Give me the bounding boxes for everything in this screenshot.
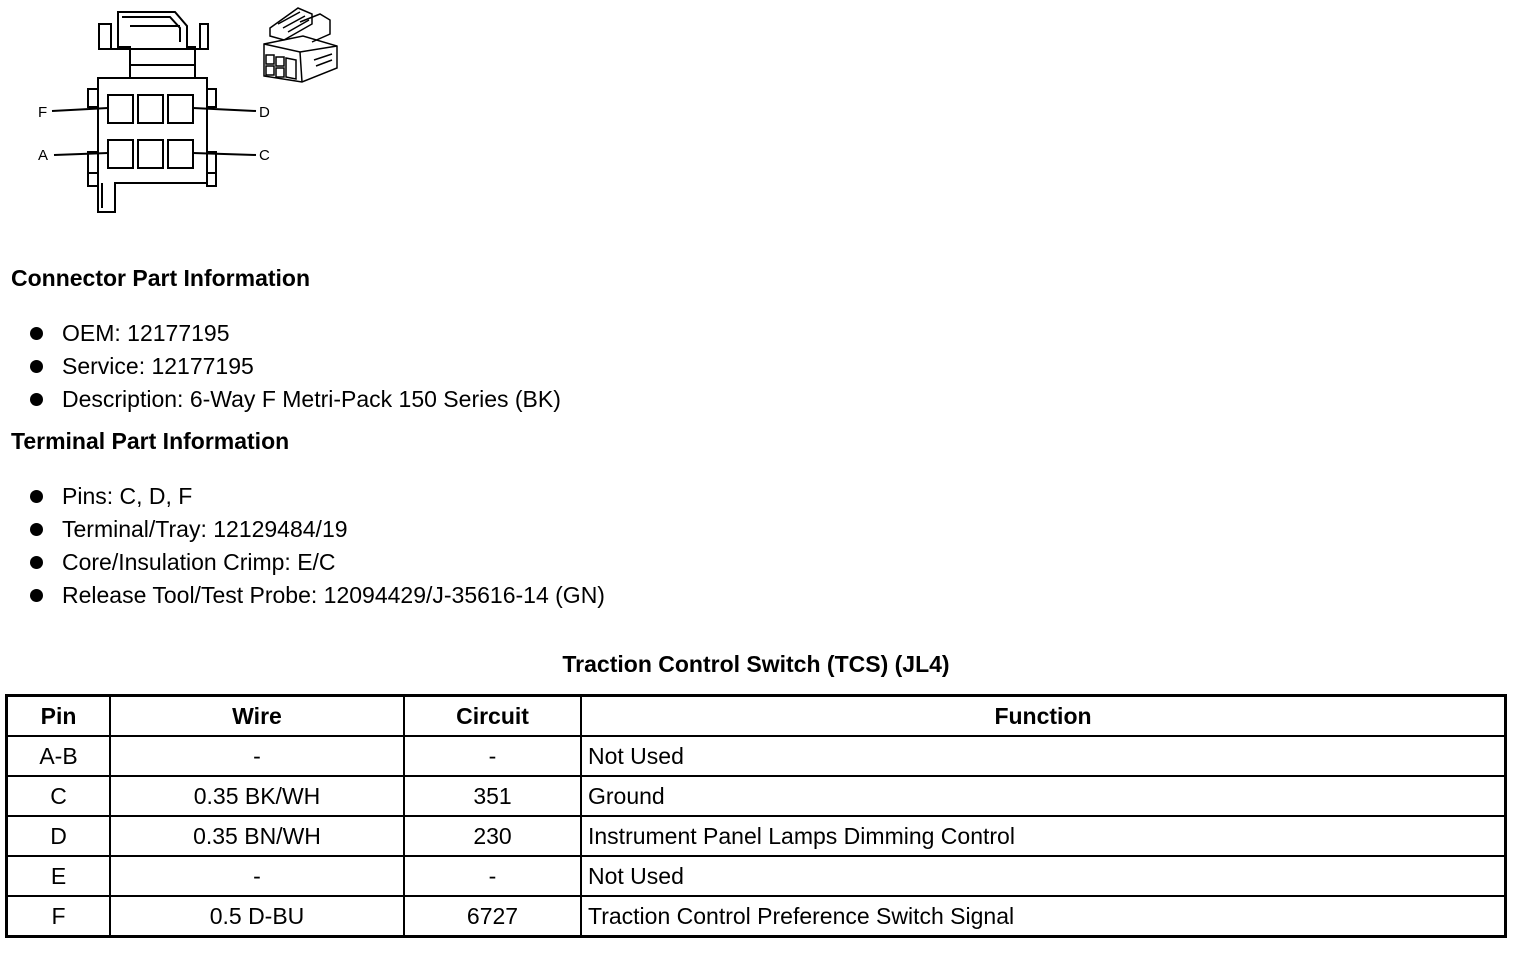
cell-circuit: 6727 (404, 896, 581, 937)
table-caption: Traction Control Switch (TCS) (JL4) (562, 651, 950, 677)
table-row (7, 776, 1506, 816)
pin-label-a: A (38, 147, 49, 164)
cell-function: Not Used (581, 856, 1506, 896)
cell-wire: 0.35 BK/WH (110, 776, 404, 816)
connector-latch (118, 12, 195, 65)
pin-table (5, 694, 1507, 938)
table-row (7, 736, 1506, 776)
cell-circuit: - (404, 856, 581, 896)
list-item: Description: 6-Way F Metri-Pack 150 Series (BK) (29, 383, 561, 416)
cavity-d (168, 95, 193, 123)
table-row (7, 896, 1506, 937)
table-header-row (7, 696, 1506, 737)
list-item: Core/Insulation Crimp: E/C (29, 546, 605, 579)
cavity-c (168, 140, 193, 168)
header-function: Function (581, 696, 1506, 737)
cell-wire: 0.35 BN/WH (110, 816, 404, 856)
terminal-info-list (29, 480, 605, 612)
pin-label-f: F (38, 104, 48, 121)
connector-info-heading: Connector Part Information (11, 265, 311, 291)
list-item: Pins: C, D, F (29, 480, 605, 513)
header-wire: Wire (110, 696, 404, 737)
table-row (7, 816, 1506, 856)
list-item: Release Tool/Test Probe: 12094429/J-35616-14 (GN) (29, 579, 605, 612)
connector-diagram (0, 0, 360, 225)
cell-circuit: - (404, 736, 581, 776)
list-item: Service: 12177195 (29, 350, 561, 383)
pin-label-d: D (259, 104, 270, 121)
terminal-info-heading: Terminal Part Information (11, 428, 290, 454)
cell-pin: E (7, 856, 111, 896)
cell-pin: A-B (7, 736, 111, 776)
cell-wire: - (110, 736, 404, 776)
header-circuit: Circuit (404, 696, 581, 737)
cell-pin: C (7, 776, 111, 816)
cell-function: Traction Control Preference Switch Signal (581, 896, 1506, 937)
cell-wire: 0.5 D-BU (110, 896, 404, 937)
cell-wire: - (110, 856, 404, 896)
cell-function: Instrument Panel Lamps Dimming Control (581, 816, 1506, 856)
cell-circuit: 230 (404, 816, 581, 856)
header-pin: Pin (7, 696, 111, 737)
connector-body (98, 78, 207, 212)
connector-info-list (29, 317, 561, 416)
cavity-f (108, 95, 133, 123)
cell-function: Ground (581, 776, 1506, 816)
cell-circuit: 351 (404, 776, 581, 816)
cavity-b (138, 140, 163, 168)
cell-pin: F (7, 896, 111, 937)
cavity-e (138, 95, 163, 123)
cell-pin: D (7, 816, 111, 856)
connector-thumbnail (264, 8, 337, 82)
list-item: Terminal/Tray: 12129484/19 (29, 513, 605, 546)
list-item: OEM: 12177195 (29, 317, 561, 350)
table-row (7, 856, 1506, 896)
cell-function: Not Used (581, 736, 1506, 776)
pin-label-c: C (259, 147, 270, 164)
cavity-a (108, 140, 133, 168)
